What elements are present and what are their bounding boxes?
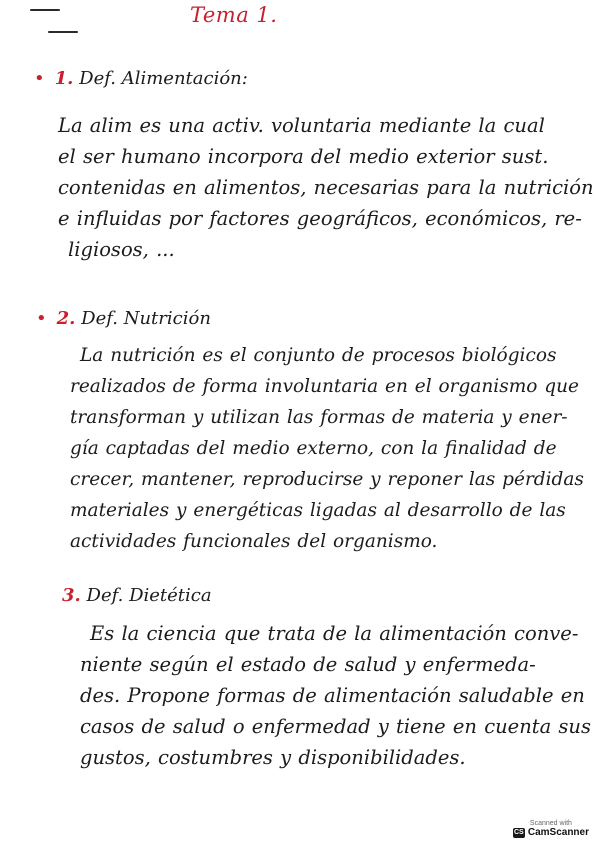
- text-line: realizados de forma involuntaria en el organismo que: [70, 376, 579, 397]
- text-line: Es la ciencia que trata de la alimentación conve-: [90, 622, 579, 645]
- section-number: 1.: [54, 68, 74, 89]
- text-line: ligiosos, ...: [68, 238, 175, 261]
- text-line: e influidas por factores geográficos, económicos, re-: [58, 207, 582, 230]
- section-body: [80, 618, 591, 773]
- bullet-marker: •: [34, 68, 45, 89]
- text-line: el ser humano incorpora del medio exterior sust.: [58, 145, 549, 168]
- section-heading-text: Def. Alimentación:: [79, 68, 248, 89]
- section-heading-text: Def. Nutrición: [81, 308, 211, 329]
- text-line: materiales y energéticas ligadas al desarrollo de las: [70, 500, 566, 521]
- camscanner-watermark: [513, 820, 589, 838]
- text-line: niente según el estado de salud y enfermeda-: [80, 653, 536, 676]
- text-line: des. Propone formas de alimentación saludable en: [80, 684, 585, 707]
- text-line: actividades funcionales del organismo.: [70, 531, 438, 552]
- text-line: casos de salud o enfermedad y tiene en cuenta sus: [80, 715, 592, 738]
- text-line: gustos, costumbres y disponibilidades.: [80, 746, 466, 769]
- text-line: transforman y utilizan las formas de materia y ener-: [70, 407, 568, 428]
- text-line: gía captadas del medio externo, con la finalidad de: [70, 438, 557, 459]
- section-body: [70, 340, 584, 557]
- section-heading: [34, 68, 248, 89]
- bullet-marker: •: [36, 308, 47, 329]
- top-rule: [30, 9, 60, 11]
- section-number: 3.: [62, 585, 81, 606]
- text-line: La nutrición es el conjunto de procesos biológicos: [80, 345, 557, 366]
- page-title: Tema 1.: [190, 3, 278, 27]
- text-line: contenidas en alimentos, necesarias para la nutrición: [58, 176, 594, 199]
- camscanner-name: CamScanner: [527, 827, 589, 838]
- text-line: La alim es una activ. voluntaria mediante la cual: [58, 114, 545, 137]
- top-rule: [48, 31, 78, 33]
- section-heading-text: Def. Dietética: [86, 585, 212, 606]
- scanned-with-label: Scanned with: [529, 820, 572, 827]
- section-number: 2.: [56, 308, 76, 329]
- section-heading: [62, 585, 212, 606]
- camscanner-logo-icon: CS: [513, 828, 524, 836]
- text-line: crecer, mantener, reproducirse y reponer las pérdidas: [70, 469, 584, 490]
- section-body: [58, 110, 594, 265]
- section-heading: [36, 308, 211, 329]
